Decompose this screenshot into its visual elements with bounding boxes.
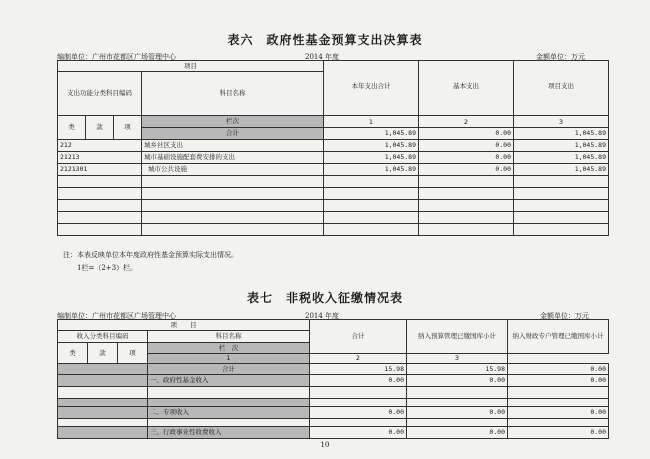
t7-heji-blank — [58, 364, 148, 375]
table6-unit-right: 金额单位：万元 — [536, 53, 585, 61]
t6-heji-basic: 0.00 — [419, 128, 514, 140]
t6-col-number: 1 — [368, 117, 374, 126]
t7-row-budget: 0.00 — [407, 407, 508, 419]
t7-header-lei: 类 — [58, 343, 88, 364]
t6-heji-label: 合计 — [142, 128, 324, 140]
t6-row-code: 212 — [58, 140, 142, 152]
table6-year: 2014 年度 — [305, 53, 340, 61]
table7-title: 表七 非税收入征缴情况表 — [246, 291, 403, 305]
t7-row-name: 一、政府性基金收入 — [148, 375, 310, 387]
t6-lanci-divider — [419, 115, 514, 116]
t6-row-total: 1,045.89 — [324, 140, 419, 152]
table7-unit-right: 金额单位：万元 — [540, 312, 589, 320]
t6-col-number: 3 — [558, 117, 564, 126]
t7-heji-special: 0.00 — [508, 364, 609, 375]
t7-header-xiang: 项 — [118, 343, 148, 364]
t7-col-number: 3 — [407, 354, 508, 364]
t6-lanci-divider — [514, 115, 609, 116]
t6-row-code: 2121301 — [58, 164, 142, 176]
t6-col-number: 2 — [463, 117, 469, 126]
t6-empty-row — [58, 224, 609, 236]
t7-header-special: 纳入财政专户管理已缴国库小计 — [508, 320, 609, 354]
t7-heji-total: 15.98 — [310, 364, 407, 375]
t7-empty-row — [58, 399, 609, 407]
t6-header-xiangmu: 项目 — [58, 61, 324, 72]
t7-row-total: 0.00 — [310, 427, 407, 439]
t7-row-budget: 0.00 — [407, 427, 508, 439]
t6-empty-row — [58, 212, 609, 224]
t7-row-code-blank — [58, 427, 148, 439]
t6-header-lei: 类 — [58, 116, 86, 140]
t6-header-basic — [419, 61, 514, 128]
t6-empty-row — [58, 188, 609, 200]
t7-header-kuan: 款 — [88, 343, 118, 364]
t6-empty-row — [58, 200, 609, 212]
t7-row-name: 三、行政事业性收费收入 — [148, 427, 310, 439]
t6-row-basic: 0.00 — [419, 152, 514, 164]
table7 — [57, 319, 609, 439]
t7-header-code: 收入分类科目编码 — [58, 331, 148, 343]
t6-row-code: 21213 — [58, 152, 142, 164]
page-number: 10 — [320, 441, 330, 449]
t6-row-name: 城市基础设施配套费安排的支出 — [142, 152, 324, 164]
table7-unit-left: 编制单位：广州市花都区广场管理中心 — [57, 312, 176, 320]
table6-unit-left: 编制单位：广州市花都区广场管理中心 — [57, 53, 176, 61]
t6-row-basic: 0.00 — [419, 164, 514, 176]
t7-row-special: 0.00 — [508, 427, 609, 439]
t6-lanci-divider — [324, 115, 419, 116]
t6-header-project — [514, 61, 609, 128]
t7-header-total: 合计 — [310, 320, 407, 354]
t6-row-basic: 0.00 — [419, 140, 514, 152]
t7-row-total: 0.00 — [310, 407, 407, 419]
t7-header-lanci: 栏 次 — [148, 343, 310, 354]
t7-heji-label: 合计 — [148, 364, 310, 375]
t6-row-project: 1,045.89 — [514, 152, 609, 164]
t6-header-kuan: 款 — [86, 116, 114, 140]
t6-heji-total: 1,045.89 — [324, 128, 419, 140]
t6-header-name: 科目名称 — [142, 72, 324, 116]
t6-row-name: 城市公共设施 — [142, 164, 324, 176]
t7-row-name: 二、专项收入 — [148, 407, 310, 419]
table6 — [57, 60, 609, 236]
table6-title: 表六 政府性基金预算支出决算表 — [227, 33, 423, 47]
t6-header-total — [324, 61, 419, 128]
t7-row-special: 0.00 — [508, 375, 609, 387]
t7-empty-row — [58, 419, 609, 427]
t6-row-total: 1,045.89 — [324, 164, 419, 176]
table7-year: 2014 年度 — [305, 312, 340, 320]
t6-header-label: 本年支出合计 — [351, 82, 391, 90]
t6-header-xiang: 项 — [114, 116, 142, 140]
t6-row-total: 1,045.89 — [324, 152, 419, 164]
t7-col-number: 2 — [310, 354, 407, 364]
t7-empty-row — [58, 387, 609, 399]
t7-header-budget: 纳入预算管理已缴国库小计 — [407, 320, 508, 354]
t7-col-number: 1 — [148, 354, 310, 364]
t7-row-code-blank — [58, 407, 148, 419]
t6-header-label: 项目支出 — [548, 82, 574, 90]
t6-row-project: 1,045.89 — [514, 140, 609, 152]
t6-header-code: 支出功能分类科目编码 — [58, 72, 142, 116]
table6-note-line2: 1栏=（2+3）栏。 — [77, 264, 138, 272]
t6-row-name: 城乡社区支出 — [142, 140, 324, 152]
t7-header-xiangmu: 项 目 — [58, 320, 310, 331]
t7-header-name: 科目名称 — [148, 331, 310, 343]
t7-row-special: 0.00 — [508, 407, 609, 419]
t7-row-budget: 0.00 — [407, 375, 508, 387]
t6-row-project: 1,045.89 — [514, 164, 609, 176]
t7-row-code-blank — [58, 375, 148, 387]
t6-header-lanci: 栏次 — [142, 116, 324, 128]
t6-header-label: 基本支出 — [453, 82, 479, 90]
t6-empty-row — [58, 176, 609, 188]
table6-note-line1: 注：本表反映单位本年度政府性基金预算实际支出情况。 — [63, 251, 238, 259]
t7-heji-budget: 15.98 — [407, 364, 508, 375]
t7-row-total: 0.00 — [310, 375, 407, 387]
t6-heji-project: 1,045.89 — [514, 128, 609, 140]
